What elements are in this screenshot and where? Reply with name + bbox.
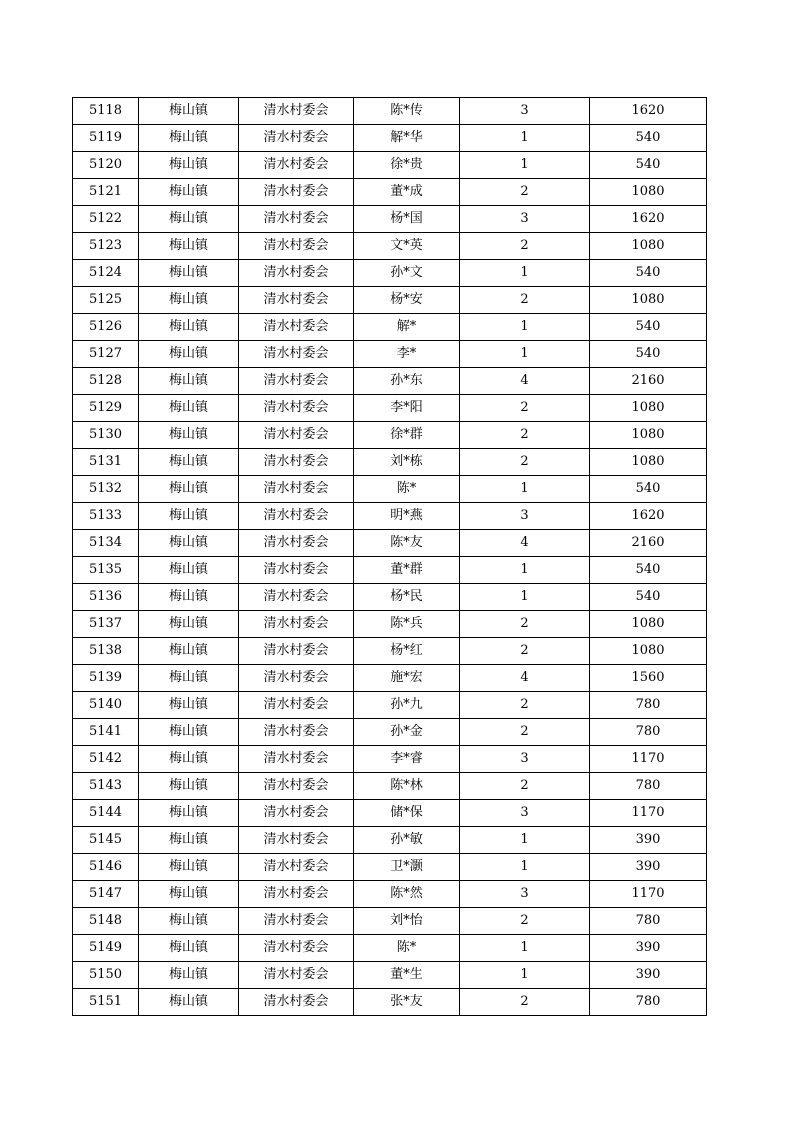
cell-count: 4 [460, 665, 590, 692]
cell-no: 5135 [73, 557, 139, 584]
table-row [73, 260, 707, 287]
cell-village: 清水村委会 [239, 341, 354, 368]
cell-amount: 1080 [590, 179, 707, 206]
cell-town: 梅山镇 [139, 935, 239, 962]
cell-amount: 390 [590, 854, 707, 881]
cell-town: 梅山镇 [139, 638, 239, 665]
table-row [73, 773, 707, 800]
cell-count: 4 [460, 368, 590, 395]
cell-village: 清水村委会 [239, 638, 354, 665]
cell-amount: 1170 [590, 881, 707, 908]
cell-no: 5123 [73, 233, 139, 260]
cell-name: 解* [354, 314, 460, 341]
cell-count: 3 [460, 503, 590, 530]
cell-amount: 390 [590, 827, 707, 854]
table-row [73, 98, 707, 125]
cell-village: 清水村委会 [239, 449, 354, 476]
cell-town: 梅山镇 [139, 368, 239, 395]
cell-amount: 1620 [590, 503, 707, 530]
cell-amount: 540 [590, 152, 707, 179]
table-row [73, 125, 707, 152]
cell-town: 梅山镇 [139, 179, 239, 206]
cell-no: 5141 [73, 719, 139, 746]
table-row [73, 719, 707, 746]
table-row [73, 395, 707, 422]
cell-name: 杨*国 [354, 206, 460, 233]
cell-village: 清水村委会 [239, 827, 354, 854]
cell-village: 清水村委会 [239, 314, 354, 341]
cell-count: 2 [460, 395, 590, 422]
cell-town: 梅山镇 [139, 530, 239, 557]
cell-town: 梅山镇 [139, 881, 239, 908]
cell-no: 5132 [73, 476, 139, 503]
cell-name: 孙*金 [354, 719, 460, 746]
cell-name: 陈*传 [354, 98, 460, 125]
cell-count: 1 [460, 584, 590, 611]
cell-no: 5124 [73, 260, 139, 287]
cell-name: 董*生 [354, 962, 460, 989]
cell-name: 李*阳 [354, 395, 460, 422]
cell-town: 梅山镇 [139, 233, 239, 260]
cell-town: 梅山镇 [139, 773, 239, 800]
table-row [73, 827, 707, 854]
cell-name: 刘*怡 [354, 908, 460, 935]
cell-village: 清水村委会 [239, 233, 354, 260]
cell-town: 梅山镇 [139, 260, 239, 287]
cell-count: 3 [460, 746, 590, 773]
table-row [73, 476, 707, 503]
table-row [73, 152, 707, 179]
cell-town: 梅山镇 [139, 395, 239, 422]
cell-village: 清水村委会 [239, 422, 354, 449]
cell-count: 2 [460, 233, 590, 260]
cell-name: 储*保 [354, 800, 460, 827]
cell-amount: 780 [590, 908, 707, 935]
cell-count: 2 [460, 719, 590, 746]
cell-town: 梅山镇 [139, 665, 239, 692]
cell-village: 清水村委会 [239, 476, 354, 503]
cell-amount: 1560 [590, 665, 707, 692]
cell-village: 清水村委会 [239, 125, 354, 152]
cell-town: 梅山镇 [139, 611, 239, 638]
table-row [73, 449, 707, 476]
cell-village: 清水村委会 [239, 368, 354, 395]
cell-count: 2 [460, 179, 590, 206]
cell-village: 清水村委会 [239, 800, 354, 827]
cell-amount: 2160 [590, 368, 707, 395]
cell-count: 1 [460, 341, 590, 368]
cell-village: 清水村委会 [239, 179, 354, 206]
cell-count: 4 [460, 530, 590, 557]
table-row [73, 962, 707, 989]
cell-town: 梅山镇 [139, 98, 239, 125]
cell-no: 5134 [73, 530, 139, 557]
cell-name: 孙*东 [354, 368, 460, 395]
cell-no: 5118 [73, 98, 139, 125]
table-row [73, 692, 707, 719]
cell-village: 清水村委会 [239, 719, 354, 746]
cell-no: 5133 [73, 503, 139, 530]
cell-village: 清水村委会 [239, 989, 354, 1016]
cell-amount: 1620 [590, 206, 707, 233]
cell-amount: 2160 [590, 530, 707, 557]
cell-name: 杨*民 [354, 584, 460, 611]
cell-no: 5119 [73, 125, 139, 152]
cell-village: 清水村委会 [239, 395, 354, 422]
cell-no: 5140 [73, 692, 139, 719]
cell-amount: 1080 [590, 611, 707, 638]
table-row [73, 341, 707, 368]
cell-amount: 1170 [590, 746, 707, 773]
cell-village: 清水村委会 [239, 665, 354, 692]
cell-name: 董*群 [354, 557, 460, 584]
cell-no: 5150 [73, 962, 139, 989]
cell-town: 梅山镇 [139, 692, 239, 719]
cell-town: 梅山镇 [139, 962, 239, 989]
table-body [73, 98, 707, 1016]
table-row [73, 908, 707, 935]
table-row [73, 503, 707, 530]
cell-no: 5127 [73, 341, 139, 368]
cell-count: 2 [460, 449, 590, 476]
cell-village: 清水村委会 [239, 746, 354, 773]
cell-count: 2 [460, 692, 590, 719]
cell-no: 5142 [73, 746, 139, 773]
table-row [73, 746, 707, 773]
cell-no: 5139 [73, 665, 139, 692]
cell-town: 梅山镇 [139, 206, 239, 233]
cell-count: 2 [460, 422, 590, 449]
cell-amount: 780 [590, 989, 707, 1016]
cell-no: 5130 [73, 422, 139, 449]
cell-amount: 390 [590, 935, 707, 962]
cell-count: 1 [460, 152, 590, 179]
cell-amount: 1620 [590, 98, 707, 125]
table-row [73, 854, 707, 881]
table-row [73, 800, 707, 827]
cell-village: 清水村委会 [239, 692, 354, 719]
cell-town: 梅山镇 [139, 341, 239, 368]
cell-no: 5137 [73, 611, 139, 638]
cell-name: 施*宏 [354, 665, 460, 692]
cell-amount: 1080 [590, 638, 707, 665]
cell-name: 文*英 [354, 233, 460, 260]
cell-village: 清水村委会 [239, 530, 354, 557]
cell-town: 梅山镇 [139, 152, 239, 179]
cell-name: 明*燕 [354, 503, 460, 530]
cell-no: 5148 [73, 908, 139, 935]
cell-count: 1 [460, 314, 590, 341]
cell-name: 解*华 [354, 125, 460, 152]
cell-amount: 540 [590, 584, 707, 611]
cell-amount: 540 [590, 260, 707, 287]
cell-town: 梅山镇 [139, 584, 239, 611]
cell-amount: 540 [590, 476, 707, 503]
cell-no: 5121 [73, 179, 139, 206]
cell-town: 梅山镇 [139, 800, 239, 827]
cell-count: 3 [460, 881, 590, 908]
cell-village: 清水村委会 [239, 152, 354, 179]
cell-no: 5126 [73, 314, 139, 341]
cell-count: 1 [460, 935, 590, 962]
cell-name: 杨*红 [354, 638, 460, 665]
table-row [73, 665, 707, 692]
cell-no: 5151 [73, 989, 139, 1016]
cell-village: 清水村委会 [239, 584, 354, 611]
cell-amount: 1080 [590, 287, 707, 314]
cell-village: 清水村委会 [239, 935, 354, 962]
cell-town: 梅山镇 [139, 314, 239, 341]
cell-no: 5149 [73, 935, 139, 962]
cell-amount: 780 [590, 692, 707, 719]
cell-no: 5122 [73, 206, 139, 233]
cell-amount: 540 [590, 314, 707, 341]
table-row [73, 935, 707, 962]
cell-no: 5138 [73, 638, 139, 665]
cell-name: 陈*兵 [354, 611, 460, 638]
cell-name: 刘*栋 [354, 449, 460, 476]
cell-village: 清水村委会 [239, 206, 354, 233]
cell-name: 孙*敏 [354, 827, 460, 854]
cell-count: 1 [460, 827, 590, 854]
cell-town: 梅山镇 [139, 908, 239, 935]
cell-no: 5129 [73, 395, 139, 422]
cell-amount: 390 [590, 962, 707, 989]
cell-count: 3 [460, 800, 590, 827]
table-row [73, 638, 707, 665]
table-row [73, 881, 707, 908]
cell-village: 清水村委会 [239, 557, 354, 584]
table-row [73, 287, 707, 314]
cell-town: 梅山镇 [139, 503, 239, 530]
cell-no: 5144 [73, 800, 139, 827]
cell-name: 李* [354, 341, 460, 368]
cell-town: 梅山镇 [139, 125, 239, 152]
cell-count: 2 [460, 287, 590, 314]
cell-amount: 1080 [590, 395, 707, 422]
cell-name: 徐*群 [354, 422, 460, 449]
cell-amount: 1170 [590, 800, 707, 827]
cell-name: 陈* [354, 476, 460, 503]
cell-no: 5146 [73, 854, 139, 881]
cell-village: 清水村委会 [239, 287, 354, 314]
cell-name: 陈* [354, 935, 460, 962]
cell-count: 3 [460, 206, 590, 233]
table-row [73, 422, 707, 449]
table-row [73, 557, 707, 584]
table-row [73, 179, 707, 206]
cell-town: 梅山镇 [139, 476, 239, 503]
cell-village: 清水村委会 [239, 98, 354, 125]
table-row [73, 584, 707, 611]
cell-count: 1 [460, 125, 590, 152]
cell-name: 杨*安 [354, 287, 460, 314]
table-row [73, 611, 707, 638]
cell-name: 董*成 [354, 179, 460, 206]
cell-town: 梅山镇 [139, 557, 239, 584]
cell-amount: 540 [590, 341, 707, 368]
cell-village: 清水村委会 [239, 962, 354, 989]
cell-town: 梅山镇 [139, 449, 239, 476]
table-row [73, 233, 707, 260]
cell-no: 5143 [73, 773, 139, 800]
cell-no: 5145 [73, 827, 139, 854]
cell-town: 梅山镇 [139, 287, 239, 314]
cell-count: 1 [460, 476, 590, 503]
cell-name: 孙*文 [354, 260, 460, 287]
cell-village: 清水村委会 [239, 881, 354, 908]
table-row [73, 314, 707, 341]
table-row [73, 989, 707, 1016]
cell-name: 李*睿 [354, 746, 460, 773]
cell-no: 5136 [73, 584, 139, 611]
cell-no: 5125 [73, 287, 139, 314]
cell-count: 2 [460, 638, 590, 665]
cell-town: 梅山镇 [139, 746, 239, 773]
cell-count: 2 [460, 989, 590, 1016]
cell-town: 梅山镇 [139, 989, 239, 1016]
cell-count: 3 [460, 98, 590, 125]
cell-name: 孙*九 [354, 692, 460, 719]
cell-no: 5147 [73, 881, 139, 908]
cell-name: 张*友 [354, 989, 460, 1016]
cell-amount: 1080 [590, 233, 707, 260]
cell-count: 2 [460, 773, 590, 800]
cell-amount: 540 [590, 125, 707, 152]
cell-name: 陈*林 [354, 773, 460, 800]
cell-town: 梅山镇 [139, 854, 239, 881]
cell-name: 卫*灏 [354, 854, 460, 881]
cell-village: 清水村委会 [239, 908, 354, 935]
cell-name: 徐*贵 [354, 152, 460, 179]
cell-no: 5128 [73, 368, 139, 395]
cell-town: 梅山镇 [139, 422, 239, 449]
cell-town: 梅山镇 [139, 827, 239, 854]
cell-village: 清水村委会 [239, 260, 354, 287]
table-row [73, 530, 707, 557]
cell-village: 清水村委会 [239, 503, 354, 530]
cell-amount: 540 [590, 557, 707, 584]
table-row [73, 206, 707, 233]
cell-count: 1 [460, 854, 590, 881]
table-row [73, 368, 707, 395]
cell-amount: 780 [590, 773, 707, 800]
cell-count: 1 [460, 557, 590, 584]
cell-amount: 1080 [590, 449, 707, 476]
cell-village: 清水村委会 [239, 611, 354, 638]
cell-count: 1 [460, 962, 590, 989]
cell-count: 2 [460, 611, 590, 638]
cell-name: 陈*然 [354, 881, 460, 908]
cell-name: 陈*友 [354, 530, 460, 557]
cell-village: 清水村委会 [239, 854, 354, 881]
cell-town: 梅山镇 [139, 719, 239, 746]
cell-no: 5131 [73, 449, 139, 476]
cell-amount: 780 [590, 719, 707, 746]
data-table [72, 97, 707, 1016]
cell-no: 5120 [73, 152, 139, 179]
cell-count: 1 [460, 260, 590, 287]
cell-amount: 1080 [590, 422, 707, 449]
cell-count: 2 [460, 908, 590, 935]
cell-village: 清水村委会 [239, 773, 354, 800]
